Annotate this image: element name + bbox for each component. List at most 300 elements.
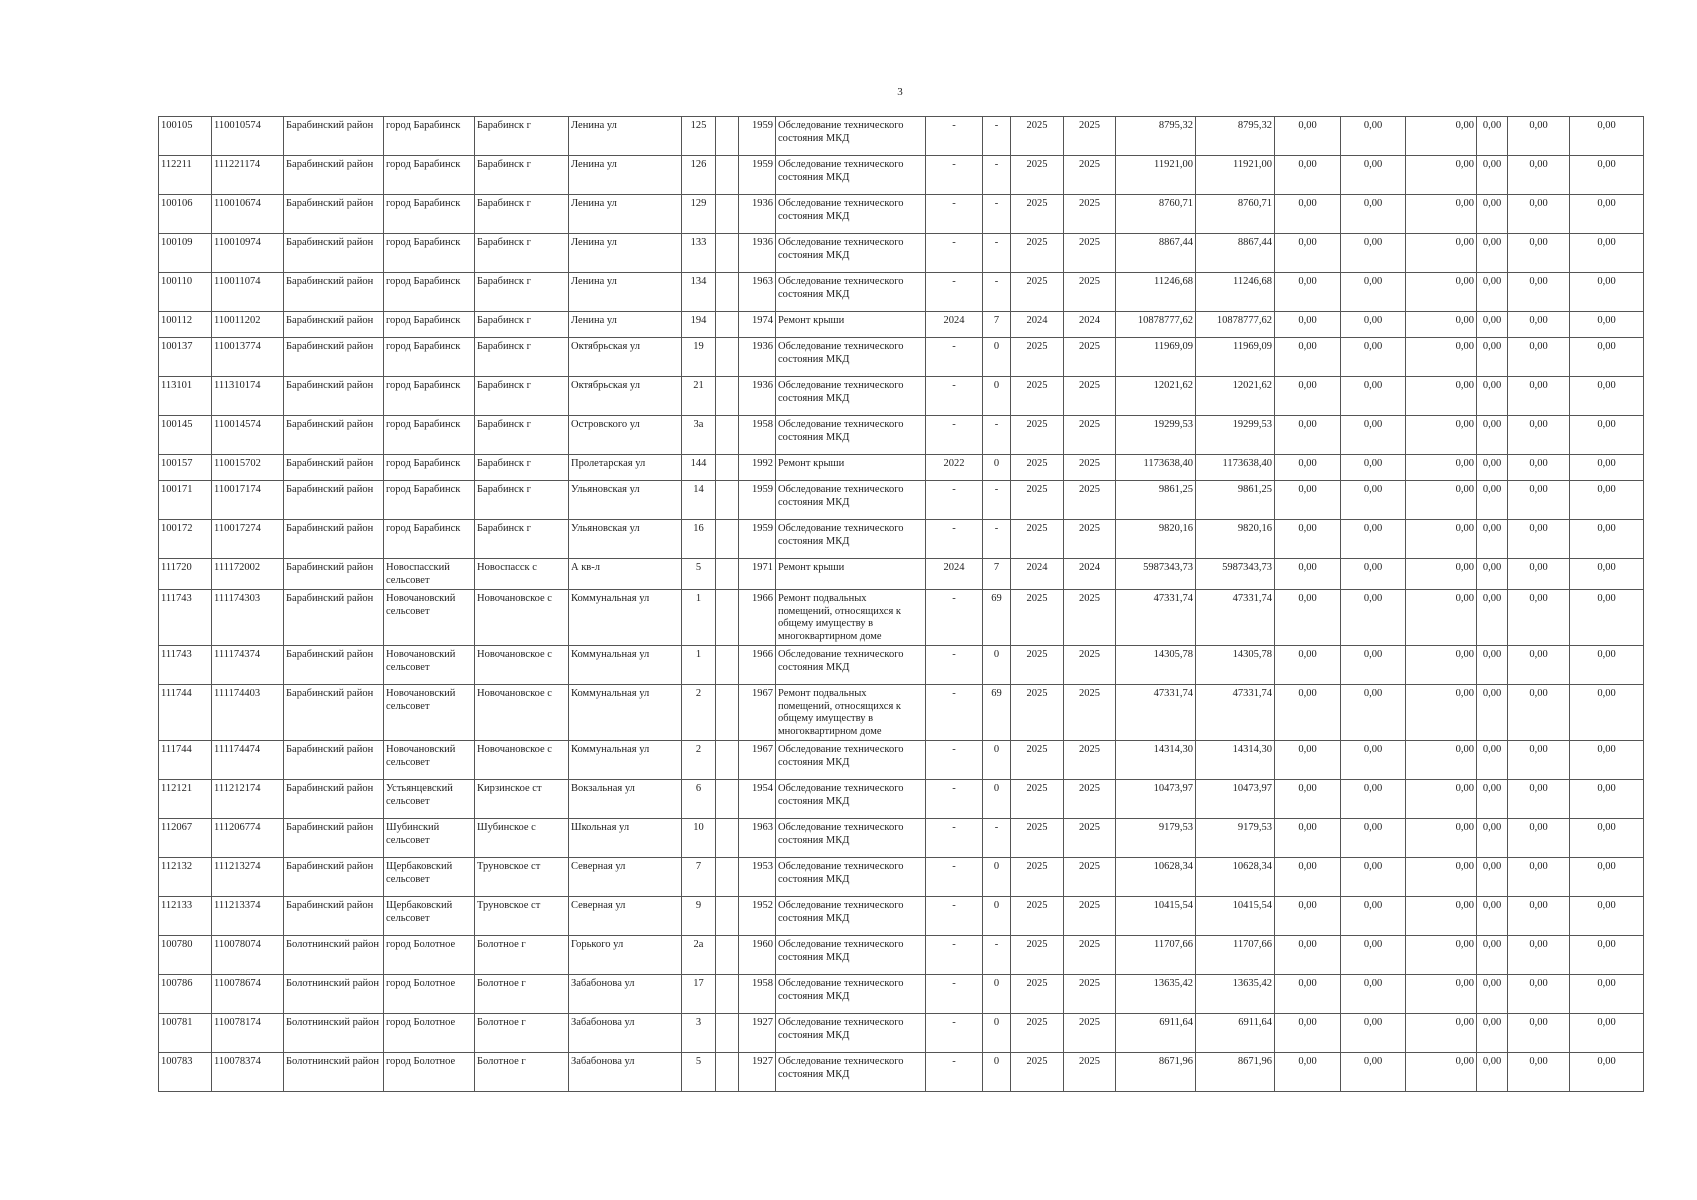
cell-total-cost: 10878777,62	[1116, 312, 1196, 338]
cell-local-funds: 0,00	[1406, 897, 1477, 936]
cell-street: Коммунальная ул	[569, 741, 682, 780]
cell-additional-funds: 0,00	[1570, 685, 1644, 741]
cell-settlement: Труновское ст	[475, 897, 569, 936]
cell-build-year: 1953	[739, 858, 776, 897]
cell-street: Вокзальная ул	[569, 780, 682, 819]
cell-house-id: 112132	[159, 858, 212, 897]
cell-federal-funds: 0,00	[1275, 1014, 1341, 1053]
cell-federal-funds: 0,00	[1275, 685, 1341, 741]
cell-build-year: 1959	[739, 520, 776, 559]
cell-other-funds: 0,00	[1508, 590, 1570, 646]
cell-plan-year-start: 2024	[1011, 559, 1064, 590]
cell-build-year: 1966	[739, 646, 776, 685]
cell-build-year: 1927	[739, 1014, 776, 1053]
cell-other-funds: 0,00	[1508, 338, 1570, 377]
cell-house-number: 129	[682, 195, 716, 234]
cell-municipality: город Болотное	[384, 975, 475, 1014]
cell-build-year: 1966	[739, 590, 776, 646]
cell-district: Барабинский район	[284, 273, 384, 312]
cell-plan-year-end: 2025	[1064, 741, 1116, 780]
cell-owner-funds: 0,00	[1477, 819, 1508, 858]
cell-wear-percent: -	[983, 416, 1011, 455]
cell-plan-year-end: 2025	[1064, 975, 1116, 1014]
cell-other-funds: 0,00	[1508, 1053, 1570, 1092]
cell-work-type: Ремонт крыши	[776, 559, 926, 590]
cell-settlement: Барабинск г	[475, 117, 569, 156]
cell-settlement: Барабинск г	[475, 481, 569, 520]
cell-house-id: 111744	[159, 741, 212, 780]
cell-wear-percent: 0	[983, 858, 1011, 897]
cell-local-funds: 0,00	[1406, 312, 1477, 338]
cell-wear-percent: 0	[983, 975, 1011, 1014]
cell-municipality: город Барабинск	[384, 377, 475, 416]
cell-municipality: город Барабинск	[384, 234, 475, 273]
cell-plan-year-end: 2025	[1064, 520, 1116, 559]
cell-settlement: Барабинск г	[475, 455, 569, 481]
cell-plan-year-end: 2025	[1064, 936, 1116, 975]
cell-last-repair-year: -	[926, 858, 983, 897]
cell-municipality: Щербаковский сельсовет	[384, 897, 475, 936]
cell-total-cost: 13635,42	[1116, 975, 1196, 1014]
cell-house-id: 100172	[159, 520, 212, 559]
cell-regional-funds: 0,00	[1341, 377, 1406, 416]
cell-work-type: Обследование технического состояния МКД	[776, 520, 926, 559]
cell-house-id: 112121	[159, 780, 212, 819]
cell-federal-funds: 0,00	[1275, 819, 1341, 858]
cell-plan-year-start: 2025	[1011, 858, 1064, 897]
cell-plan-year-end: 2025	[1064, 685, 1116, 741]
cell-work-type: Обследование технического состояния МКД	[776, 936, 926, 975]
cell-local-funds: 0,00	[1406, 338, 1477, 377]
cell-plan-year-end: 2025	[1064, 897, 1116, 936]
cell-regional-funds: 0,00	[1341, 646, 1406, 685]
cell-owner-funds: 0,00	[1477, 338, 1508, 377]
cell-last-repair-year: -	[926, 685, 983, 741]
cell-municipality: Устьянцевский сельсовет	[384, 780, 475, 819]
cell-street: Ленина ул	[569, 156, 682, 195]
cell-house-number: 21	[682, 377, 716, 416]
cell-house-number: 133	[682, 234, 716, 273]
cell-house-letter	[716, 975, 739, 1014]
cell-contract-id: 110078674	[212, 975, 284, 1014]
cell-street: Коммунальная ул	[569, 590, 682, 646]
cell-street: Забабонова ул	[569, 1053, 682, 1092]
cell-additional-funds: 0,00	[1570, 195, 1644, 234]
cell-house-id: 112211	[159, 156, 212, 195]
cell-house-number: 5	[682, 559, 716, 590]
cell-plan-year-start: 2025	[1011, 936, 1064, 975]
cell-settlement: Барабинск г	[475, 273, 569, 312]
cell-local-funds: 0,00	[1406, 416, 1477, 455]
cell-federal-funds: 0,00	[1275, 858, 1341, 897]
cell-federal-funds: 0,00	[1275, 520, 1341, 559]
cell-other-funds: 0,00	[1508, 416, 1570, 455]
cell-district: Барабинский район	[284, 819, 384, 858]
cell-plan-year-start: 2025	[1011, 1014, 1064, 1053]
cell-build-year: 1963	[739, 273, 776, 312]
cell-other-funds: 0,00	[1508, 455, 1570, 481]
cell-other-funds: 0,00	[1508, 273, 1570, 312]
cell-wear-percent: -	[983, 520, 1011, 559]
cell-plan-year-start: 2025	[1011, 416, 1064, 455]
cell-local-funds: 0,00	[1406, 780, 1477, 819]
cell-regional-funds: 0,00	[1341, 559, 1406, 590]
cell-house-id: 100137	[159, 338, 212, 377]
cell-house-number: 17	[682, 975, 716, 1014]
cell-owner-funds: 0,00	[1477, 234, 1508, 273]
cell-total-cost: 1173638,40	[1116, 455, 1196, 481]
cell-federal-funds: 0,00	[1275, 455, 1341, 481]
cell-additional-funds: 0,00	[1570, 377, 1644, 416]
cell-district: Барабинский район	[284, 117, 384, 156]
cell-house-number: 1	[682, 646, 716, 685]
cell-house-id: 100786	[159, 975, 212, 1014]
cell-house-letter	[716, 590, 739, 646]
cell-house-letter	[716, 481, 739, 520]
cell-street: Школьная ул	[569, 819, 682, 858]
cell-plan-year-start: 2025	[1011, 819, 1064, 858]
cell-contract-id: 110078074	[212, 936, 284, 975]
cell-last-repair-year: -	[926, 117, 983, 156]
cell-other-funds: 0,00	[1508, 117, 1570, 156]
table-row	[159, 819, 1644, 858]
cell-settlement: Новочановское с	[475, 646, 569, 685]
table-row	[159, 1053, 1644, 1092]
cell-settlement: Болотное г	[475, 1014, 569, 1053]
cell-settlement: Болотное г	[475, 936, 569, 975]
cell-wear-percent: 69	[983, 685, 1011, 741]
cell-total-cost: 8795,32	[1116, 117, 1196, 156]
cell-district: Болотнинский район	[284, 936, 384, 975]
cell-street: Ульяновская ул	[569, 520, 682, 559]
cell-plan-year-start: 2025	[1011, 646, 1064, 685]
cell-federal-funds: 0,00	[1275, 338, 1341, 377]
cell-additional-funds: 0,00	[1570, 117, 1644, 156]
cell-local-funds: 0,00	[1406, 156, 1477, 195]
cell-plan-year-end: 2025	[1064, 646, 1116, 685]
cell-house-id: 111743	[159, 646, 212, 685]
cell-total-cost: 47331,74	[1116, 590, 1196, 646]
cell-local-funds: 0,00	[1406, 858, 1477, 897]
cell-house-id: 112133	[159, 897, 212, 936]
cell-house-letter	[716, 858, 739, 897]
cell-fund-cost: 11969,09	[1196, 338, 1275, 377]
cell-district: Барабинский район	[284, 590, 384, 646]
cell-regional-funds: 0,00	[1341, 858, 1406, 897]
cell-local-funds: 0,00	[1406, 975, 1477, 1014]
cell-house-letter	[716, 685, 739, 741]
cell-fund-cost: 1173638,40	[1196, 455, 1275, 481]
cell-regional-funds: 0,00	[1341, 520, 1406, 559]
cell-house-number: 3	[682, 1014, 716, 1053]
cell-municipality: город Болотное	[384, 1053, 475, 1092]
cell-other-funds: 0,00	[1508, 559, 1570, 590]
cell-street: Коммунальная ул	[569, 685, 682, 741]
cell-regional-funds: 0,00	[1341, 819, 1406, 858]
cell-contract-id: 111172002	[212, 559, 284, 590]
cell-last-repair-year: 2024	[926, 312, 983, 338]
cell-house-letter	[716, 195, 739, 234]
cell-additional-funds: 0,00	[1570, 520, 1644, 559]
cell-house-id: 112067	[159, 819, 212, 858]
cell-total-cost: 9820,16	[1116, 520, 1196, 559]
cell-work-type: Обследование технического состояния МКД	[776, 646, 926, 685]
cell-regional-funds: 0,00	[1341, 273, 1406, 312]
cell-settlement: Барабинск г	[475, 156, 569, 195]
cell-fund-cost: 10878777,62	[1196, 312, 1275, 338]
cell-municipality: город Болотное	[384, 1014, 475, 1053]
cell-build-year: 1971	[739, 559, 776, 590]
cell-local-funds: 0,00	[1406, 819, 1477, 858]
cell-district: Барабинский район	[284, 780, 384, 819]
cell-local-funds: 0,00	[1406, 455, 1477, 481]
table-body	[159, 117, 1644, 1092]
cell-additional-funds: 0,00	[1570, 234, 1644, 273]
cell-district: Барабинский район	[284, 455, 384, 481]
cell-total-cost: 14314,30	[1116, 741, 1196, 780]
cell-house-id: 113101	[159, 377, 212, 416]
cell-wear-percent: -	[983, 481, 1011, 520]
cell-settlement: Труновское ст	[475, 858, 569, 897]
cell-last-repair-year: 2022	[926, 455, 983, 481]
cell-house-number: 144	[682, 455, 716, 481]
cell-total-cost: 12021,62	[1116, 377, 1196, 416]
cell-regional-funds: 0,00	[1341, 1053, 1406, 1092]
cell-settlement: Новочановское с	[475, 741, 569, 780]
cell-last-repair-year: -	[926, 780, 983, 819]
cell-contract-id: 111206774	[212, 819, 284, 858]
table-row	[159, 156, 1644, 195]
cell-municipality: город Барабинск	[384, 117, 475, 156]
cell-work-type: Ремонт подвальных помещений, относящихся к общему имуществу в многоквартирном доме	[776, 685, 926, 741]
cell-municipality: Новочановский сельсовет	[384, 646, 475, 685]
cell-district: Барабинский район	[284, 338, 384, 377]
cell-work-type: Обследование технического состояния МКД	[776, 975, 926, 1014]
cell-contract-id: 111221174	[212, 156, 284, 195]
cell-last-repair-year: -	[926, 195, 983, 234]
cell-house-id: 100171	[159, 481, 212, 520]
cell-house-letter	[716, 646, 739, 685]
cell-last-repair-year: -	[926, 481, 983, 520]
cell-federal-funds: 0,00	[1275, 590, 1341, 646]
table-row	[159, 455, 1644, 481]
cell-federal-funds: 0,00	[1275, 195, 1341, 234]
cell-total-cost: 10415,54	[1116, 897, 1196, 936]
cell-street: Островского ул	[569, 416, 682, 455]
cell-plan-year-start: 2025	[1011, 455, 1064, 481]
cell-district: Барабинский район	[284, 646, 384, 685]
cell-fund-cost: 9861,25	[1196, 481, 1275, 520]
cell-other-funds: 0,00	[1508, 195, 1570, 234]
cell-total-cost: 9179,53	[1116, 819, 1196, 858]
cell-additional-funds: 0,00	[1570, 819, 1644, 858]
cell-contract-id: 110017274	[212, 520, 284, 559]
cell-build-year: 1967	[739, 685, 776, 741]
table-row	[159, 1014, 1644, 1053]
cell-owner-funds: 0,00	[1477, 273, 1508, 312]
cell-municipality: город Барабинск	[384, 338, 475, 377]
cell-fund-cost: 11707,66	[1196, 936, 1275, 975]
cell-house-letter	[716, 1053, 739, 1092]
cell-wear-percent: 0	[983, 780, 1011, 819]
table-row	[159, 273, 1644, 312]
cell-total-cost: 11246,68	[1116, 273, 1196, 312]
cell-additional-funds: 0,00	[1570, 1053, 1644, 1092]
cell-plan-year-end: 2025	[1064, 156, 1116, 195]
cell-owner-funds: 0,00	[1477, 156, 1508, 195]
cell-owner-funds: 0,00	[1477, 741, 1508, 780]
cell-federal-funds: 0,00	[1275, 897, 1341, 936]
cell-plan-year-start: 2025	[1011, 780, 1064, 819]
cell-plan-year-start: 2025	[1011, 156, 1064, 195]
cell-house-letter	[716, 936, 739, 975]
cell-municipality: Щербаковский сельсовет	[384, 858, 475, 897]
cell-wear-percent: -	[983, 156, 1011, 195]
cell-additional-funds: 0,00	[1570, 481, 1644, 520]
cell-regional-funds: 0,00	[1341, 234, 1406, 273]
cell-municipality: Новоспасский сельсовет	[384, 559, 475, 590]
table-row	[159, 338, 1644, 377]
table-row	[159, 685, 1644, 741]
cell-municipality: город Болотное	[384, 936, 475, 975]
cell-house-number: 125	[682, 117, 716, 156]
cell-municipality: город Барабинск	[384, 312, 475, 338]
cell-contract-id: 110078174	[212, 1014, 284, 1053]
cell-owner-funds: 0,00	[1477, 377, 1508, 416]
cell-local-funds: 0,00	[1406, 1014, 1477, 1053]
cell-additional-funds: 0,00	[1570, 780, 1644, 819]
cell-federal-funds: 0,00	[1275, 646, 1341, 685]
cell-local-funds: 0,00	[1406, 646, 1477, 685]
cell-federal-funds: 0,00	[1275, 416, 1341, 455]
capital-repair-table	[158, 116, 1644, 1092]
cell-plan-year-start: 2025	[1011, 234, 1064, 273]
cell-total-cost: 11707,66	[1116, 936, 1196, 975]
cell-contract-id: 111310174	[212, 377, 284, 416]
cell-local-funds: 0,00	[1406, 936, 1477, 975]
cell-work-type: Обследование технического состояния МКД	[776, 819, 926, 858]
cell-additional-funds: 0,00	[1570, 416, 1644, 455]
cell-build-year: 1936	[739, 234, 776, 273]
cell-fund-cost: 8671,96	[1196, 1053, 1275, 1092]
cell-contract-id: 110078374	[212, 1053, 284, 1092]
cell-fund-cost: 47331,74	[1196, 590, 1275, 646]
cell-fund-cost: 14305,78	[1196, 646, 1275, 685]
cell-plan-year-end: 2025	[1064, 117, 1116, 156]
cell-wear-percent: 0	[983, 741, 1011, 780]
cell-federal-funds: 0,00	[1275, 741, 1341, 780]
cell-owner-funds: 0,00	[1477, 646, 1508, 685]
cell-federal-funds: 0,00	[1275, 156, 1341, 195]
cell-other-funds: 0,00	[1508, 481, 1570, 520]
cell-owner-funds: 0,00	[1477, 1053, 1508, 1092]
cell-settlement: Болотное г	[475, 1053, 569, 1092]
cell-plan-year-end: 2025	[1064, 273, 1116, 312]
cell-settlement: Барабинск г	[475, 377, 569, 416]
cell-local-funds: 0,00	[1406, 234, 1477, 273]
cell-build-year: 1959	[739, 117, 776, 156]
cell-owner-funds: 0,00	[1477, 975, 1508, 1014]
cell-plan-year-end: 2025	[1064, 858, 1116, 897]
cell-other-funds: 0,00	[1508, 377, 1570, 416]
cell-regional-funds: 0,00	[1341, 685, 1406, 741]
cell-house-number: 16	[682, 520, 716, 559]
cell-contract-id: 110011202	[212, 312, 284, 338]
cell-house-id: 111720	[159, 559, 212, 590]
cell-other-funds: 0,00	[1508, 1014, 1570, 1053]
cell-additional-funds: 0,00	[1570, 590, 1644, 646]
cell-owner-funds: 0,00	[1477, 195, 1508, 234]
cell-total-cost: 8671,96	[1116, 1053, 1196, 1092]
cell-fund-cost: 10628,34	[1196, 858, 1275, 897]
cell-plan-year-start: 2025	[1011, 195, 1064, 234]
cell-district: Барабинский район	[284, 312, 384, 338]
cell-plan-year-end: 2024	[1064, 312, 1116, 338]
cell-total-cost: 10628,34	[1116, 858, 1196, 897]
cell-build-year: 1963	[739, 819, 776, 858]
cell-regional-funds: 0,00	[1341, 416, 1406, 455]
cell-build-year: 1967	[739, 741, 776, 780]
cell-regional-funds: 0,00	[1341, 338, 1406, 377]
cell-house-id: 100781	[159, 1014, 212, 1053]
cell-fund-cost: 8760,71	[1196, 195, 1275, 234]
cell-federal-funds: 0,00	[1275, 936, 1341, 975]
cell-plan-year-end: 2025	[1064, 481, 1116, 520]
cell-work-type: Ремонт крыши	[776, 455, 926, 481]
cell-wear-percent: 0	[983, 1053, 1011, 1092]
cell-district: Барабинский район	[284, 377, 384, 416]
cell-district: Барабинский район	[284, 741, 384, 780]
cell-wear-percent: -	[983, 819, 1011, 858]
cell-street: Забабонова ул	[569, 975, 682, 1014]
table-row	[159, 590, 1644, 646]
cell-contract-id: 111174374	[212, 646, 284, 685]
cell-federal-funds: 0,00	[1275, 780, 1341, 819]
cell-house-number: 9	[682, 897, 716, 936]
cell-wear-percent: -	[983, 117, 1011, 156]
cell-total-cost: 14305,78	[1116, 646, 1196, 685]
cell-last-repair-year: -	[926, 416, 983, 455]
cell-fund-cost: 8867,44	[1196, 234, 1275, 273]
cell-plan-year-start: 2025	[1011, 685, 1064, 741]
cell-additional-funds: 0,00	[1570, 1014, 1644, 1053]
cell-last-repair-year: -	[926, 377, 983, 416]
cell-owner-funds: 0,00	[1477, 559, 1508, 590]
table-row	[159, 780, 1644, 819]
cell-settlement: Болотное г	[475, 975, 569, 1014]
cell-local-funds: 0,00	[1406, 1053, 1477, 1092]
table-row	[159, 416, 1644, 455]
cell-plan-year-start: 2025	[1011, 590, 1064, 646]
cell-plan-year-end: 2025	[1064, 416, 1116, 455]
cell-wear-percent: -	[983, 234, 1011, 273]
cell-street: Ульяновская ул	[569, 481, 682, 520]
cell-plan-year-start: 2025	[1011, 897, 1064, 936]
cell-house-letter	[716, 559, 739, 590]
cell-wear-percent: 0	[983, 646, 1011, 685]
cell-federal-funds: 0,00	[1275, 1053, 1341, 1092]
cell-regional-funds: 0,00	[1341, 455, 1406, 481]
cell-house-number: 7	[682, 858, 716, 897]
cell-additional-funds: 0,00	[1570, 455, 1644, 481]
cell-additional-funds: 0,00	[1570, 897, 1644, 936]
table-row	[159, 481, 1644, 520]
cell-local-funds: 0,00	[1406, 741, 1477, 780]
cell-plan-year-end: 2025	[1064, 234, 1116, 273]
table-row	[159, 559, 1644, 590]
cell-wear-percent: 0	[983, 338, 1011, 377]
cell-house-letter	[716, 117, 739, 156]
